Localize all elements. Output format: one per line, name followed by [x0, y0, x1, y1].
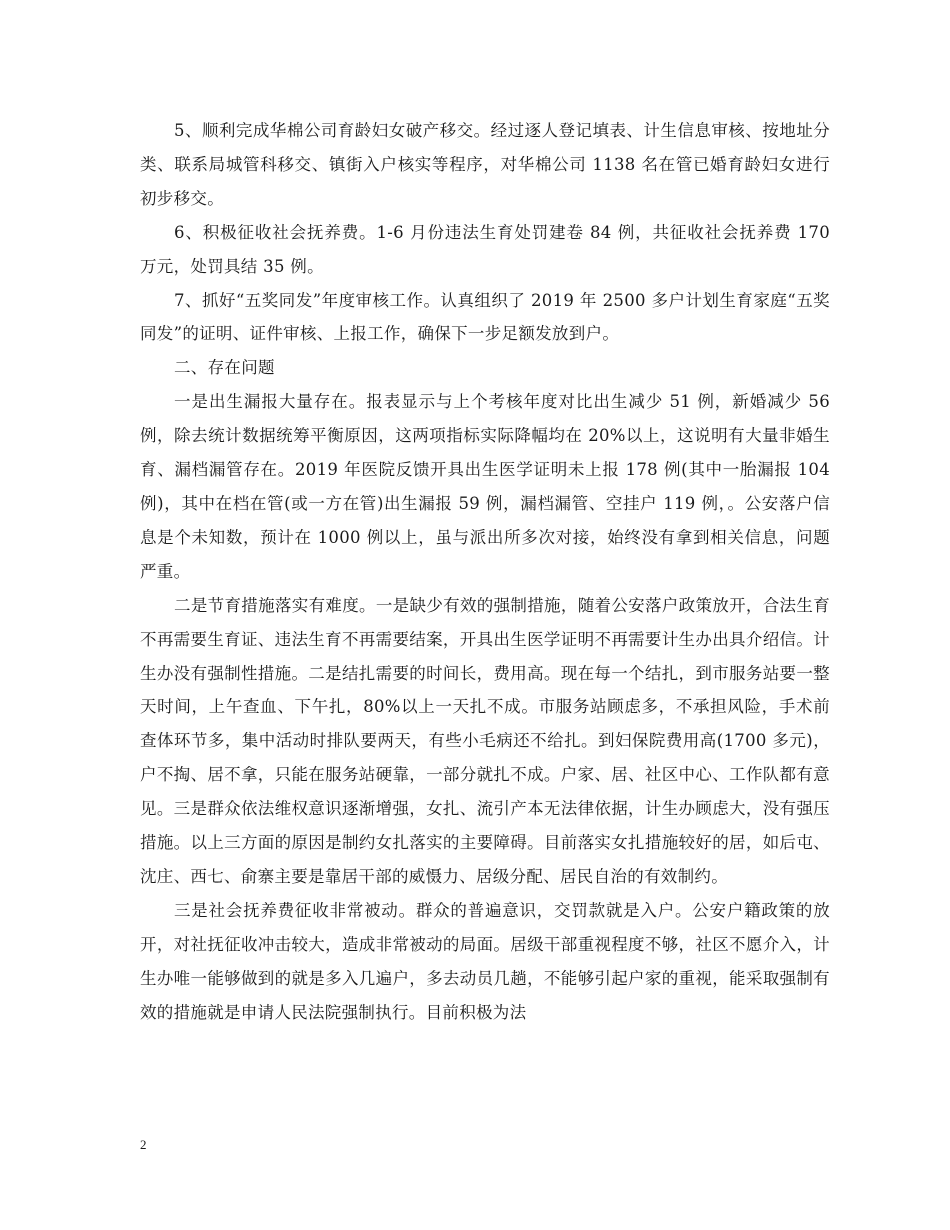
paragraph-item-7: 7、抓好“五奖同发”年度审核工作。认真组织了 2019 年 2500 多户计划生育家庭“五奖同发”的证明、证件审核、上报工作，确保下一步足额发放到户。 — [140, 290, 830, 344]
paragraph-problem-1: 一是出生漏报大量存在。报表显示与上个考核年度对比出生减少 51 例，新婚减少 56 例，除去统计数据统筹平衡原因，这两项指标实际降幅均在 20%以上，这说明有大量非婚生育、漏档漏管存在。2019 年医院反馈开具出生医学证明未上报 178 例(其中一胎漏报 104 例)，其中在档在管(或一方在管)出生漏报 59 例，漏档漏管、空挂户 119 例，。公安落户信息是个未知数，预计在 1000 例以上，虽与派出所多次对接，始终没有拿到相关信息，问题严重。 — [140, 392, 830, 581]
section-heading-problems: 二、存在问题 — [174, 358, 275, 378]
paragraph-problem-2: 二是节育措施落实有难度。一是缺少有效的强制措施，随着公安落户政策放开，合法生育不再需要生育证、违法生育不再需要结案，开具出生医学证明不再需要计生办出具介绍信。计生办没有强制性措施。二是结扎需要的时间长，费用高。现在每一个结扎，到市服务站要一整天时间，上午查血、下午扎，80%以上一天扎不成。市服务站顾虑多，不承担风险，手术前查体环节多，集中活动时排队要两天，有些小毛病还不给扎。到妇保院费用高(1700 多元)，户不掏、居不拿，只能在服务站硬靠，一部分就扎不成。户家、居、社区中心、工作队都有意见。三是群众依法维权意识逐渐增强，女扎、流引产本无法律依据，计生办顾虑大，没有强压措施。以上三方面的原因是制约女扎落实的主要障碍。目前落实女扎措施较好的居，如后屯、沈庄、西七、俞寨主要是靠居干部的威慑力、居级分配、居民自治的有效制约。 — [140, 595, 830, 886]
page-number: 2 — [140, 1137, 147, 1152]
document-body — [140, 114, 830, 1029]
paragraph-item-5: 5、顺利完成华棉公司育龄妇女破产移交。经过逐人登记填表、计生信息审核、按地址分类、联系局城管科移交、镇街入户核实等程序，对华棉公司 1138 名在管已婚育龄妇女进行初步移交。 — [140, 121, 830, 208]
paragraph-problem-3: 三是社会抚养费征收非常被动。群众的普遍意识，交罚款就是入户。公安户籍政策的放开，对社抚征收冲击较大，造成非常被动的局面。居级干部重视程度不够，社区不愿介入，计生办唯一能够做到的就是多入几遍户，多去动员几趟，不能够引起户家的重视，能采取强制有效的措施就是申请人民法院强制执行。目前积极为法 — [140, 900, 830, 1022]
paragraph-item-6: 6、积极征收社会抚养费。1-6 月份违法生育处罚建卷 84 例，共征收社会抚养费 170 万元，处罚具结 35 例。 — [140, 222, 830, 276]
